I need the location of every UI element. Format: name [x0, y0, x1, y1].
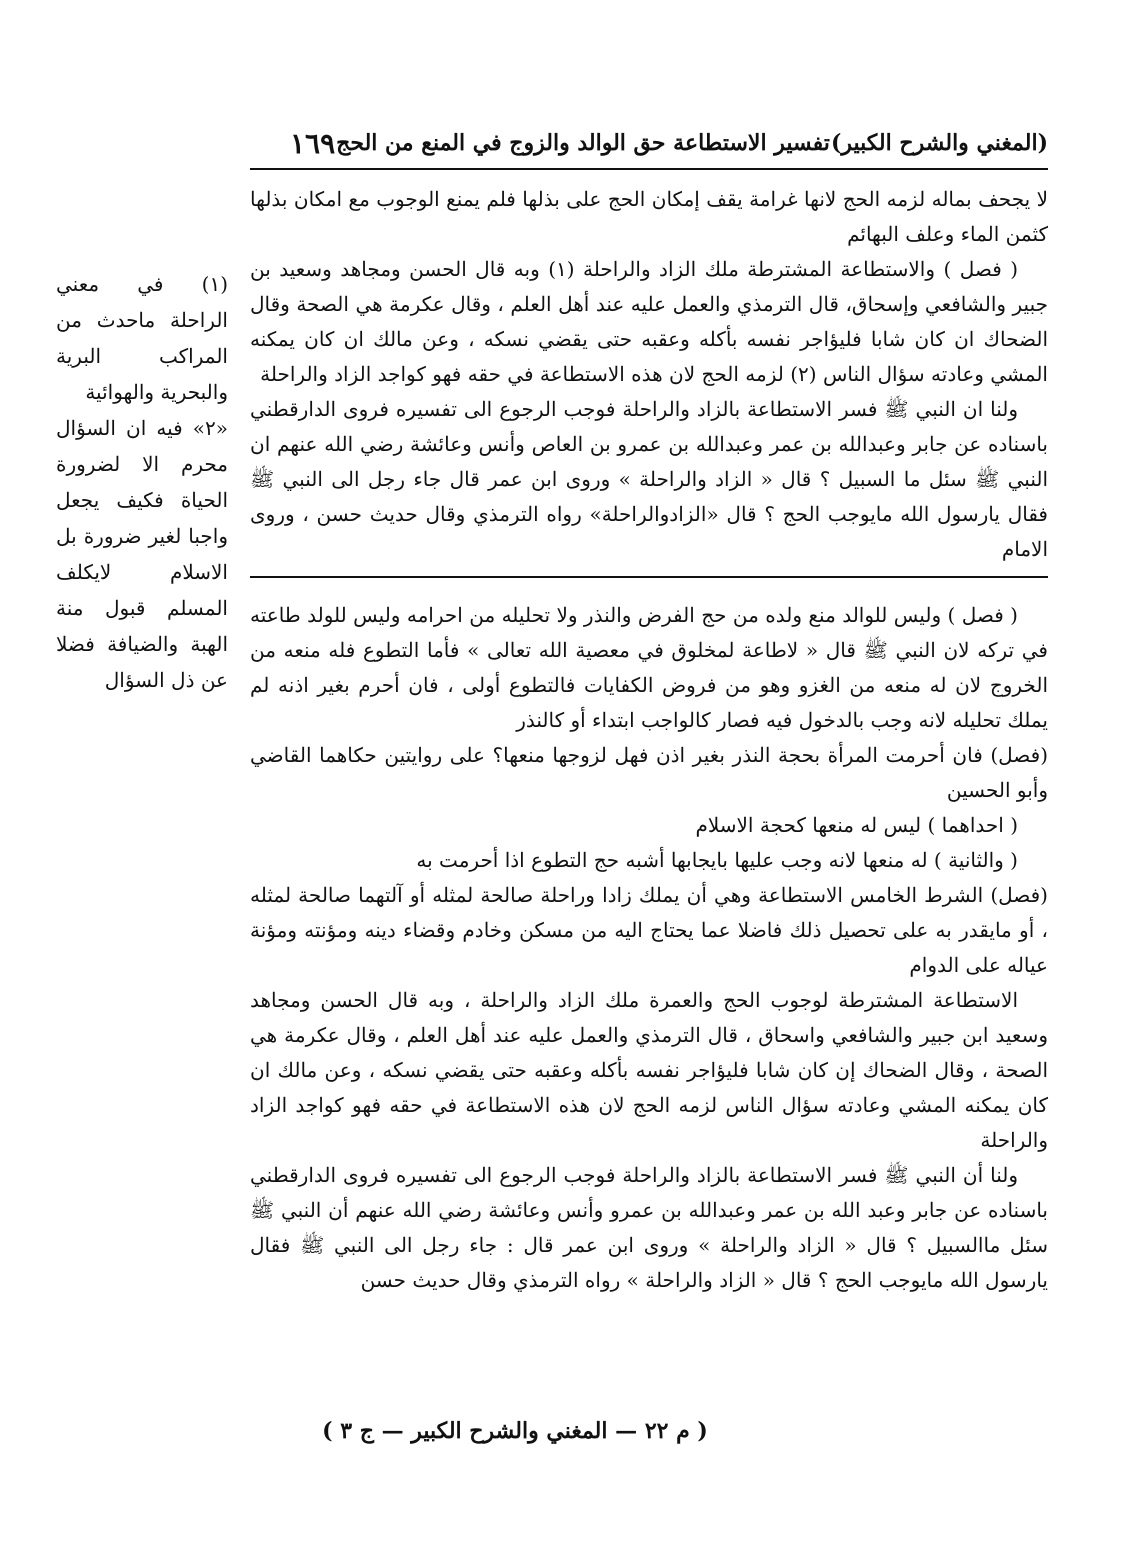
- book-title: (المغني والشرح الكبير): [830, 130, 1048, 156]
- paragraph: (فصل) فان أحرمت المرأة بحجة النذر بغير اذن فهل لزوجها منعها؟ على روايتين حكاهما القاضي وأبو الحسين: [250, 743, 1048, 802]
- page-number: ١٦٩: [290, 126, 336, 160]
- paragraph: ( فصل ) وليس للوالد منع ولده من حج الفرض والنذر ولا تحليله من احرامه وليس للولد طاعته في تركه لان النبي ﷺ قال « لاطاعة لمخلوق في معصية الله تعالى » فأما التطوع فله منعه من الخروج لان له منعه من الغزو وهو من فروض الكفايات فالتطوع أولى ، فان أحرم بغير اذنه لم يملك تحليله لانه وجب بالدخول فيه فصار كالواجب ابتداء أو كالنذر: [250, 603, 1048, 732]
- paragraph: ( احداهما ) ليس له منعها كحجة الاسلام: [695, 813, 1018, 837]
- paragraph: الاستطاعة المشترطة لوجوب الحج والعمرة ملك الزاد والراحلة ، وبه قال الحسن ومجاهد وسعيد ابن جبير والشافعي واسحاق ، قال الترمذي والعمل عليه عند أهل العلم ، وقال عكرمة هي الصحة ، وقال الضحاك إن كان شابا فليؤاجر نفسه بأكله وعقبه حتى يقضي نسكه ، وعن مالك ان كان يمكنه المشي وعادته سؤال الناس لزمه الحج لان هذه الاستطاعة في حقه فهو كواجد الزاد والراحلة: [250, 988, 1048, 1152]
- margin-footnotes: [56, 266, 228, 698]
- chapter-title: تفسير الاستطاعة حق الوالد والزوج في المنع من الحج: [336, 130, 830, 156]
- paragraph: (فصل) الشرط الخامس الاستطاعة وهي أن يملك زادا وراحلة صالحة لمثله أو آلتهما صالحة لمثله ، أو مايقدر به على تحصيل ذلك فاضلا عما يحتاج اليه من مسكن وخادم وقضاء دينه ومؤنته ومؤنة عياله على الدوام: [250, 883, 1048, 977]
- signature-mark: ( م ٢٢ — المغني والشرح الكبير — ج ٣ ): [322, 1418, 708, 1444]
- paragraph: ( والثانية ) له منعها لانه وجب عليها بايجابها أشبه حج التطوع اذا أحرمت به: [416, 848, 1018, 872]
- section-divider: [250, 576, 1048, 578]
- footnote: «٢» فيه ان السؤال محرم الا لضرورة الحياة فكيف يجعل واجبا لغير ضرورة بل الاسلام لايكلف المسلم قبول منة الهبة والضيافة فضلا عن ذل السؤال: [56, 416, 228, 692]
- footnote: (١) في معني الراحلة ماحدث من المراكب البرية والبحرية والهوائية: [56, 272, 228, 404]
- main-text: [250, 182, 1048, 1298]
- paragraph: ( فصل ) والاستطاعة المشترطة ملك الزاد والراحلة (١) وبه قال الحسن ومجاهد وسعيد بن جبير والشافعي وإسحاق، قال الترمذي والعمل عليه عند أهل العلم ، وقال عكرمة هي الصحة وقال الضحاك ان كان شابا فليؤاجر نفسه بأكله وعقبه حتى يقضي نسكه ، وعن مالك ان كان يمكنه المشي وعادته سؤال الناس (٢) لزمه الحج لان هذه الاستطاعة في حقه فهو كواجد الزاد والراحلة: [250, 257, 1048, 386]
- paragraph: ولنا ان النبي ﷺ فسر الاستطاعة بالزاد والراحلة فوجب الرجوع الى تفسيره فروى الدارقطني باسناده عن جابر وعبدالله بن عمر وعبدالله بن عمرو بن العاص وأنس وعائشة رضي الله عنهم ان النبي ﷺ سئل ما السبيل ؟ قال « الزاد والراحلة » وروى ابن عمر قال جاء رجل الى النبي ﷺ فقال يارسول الله مايوجب الحج ؟ قال «الزادوالراحلة» رواه الترمذي وقال حديث حسن ، وروى الامام: [250, 397, 1048, 561]
- paragraph: ولنا أن النبي ﷺ فسر الاستطاعة بالزاد والراحلة فوجب الرجوع الى تفسيره فروى الدارقطني باسناده عن جابر وعبد الله بن عمر وعبدالله بن عمرو وأنس وعائشة رضي الله عنهم أن النبي ﷺ سئل ماالسبيل ؟ قال « الزاد والراحلة » وروى ابن عمر قال : جاء رجل الى النبي ﷺ فقال يارسول الله مايوجب الحج ؟ قال « الزاد والراحلة » رواه الترمذي وقال حديث حسن: [250, 1163, 1048, 1292]
- running-header: [250, 118, 1048, 170]
- paragraph: لا يجحف بماله لزمه الحج لانها غرامة يقف إمكان الحج على بذلها فلم يمنع الوجوب مع امكان بذلها كثمن الماء وعلف البهائم: [250, 187, 1049, 246]
